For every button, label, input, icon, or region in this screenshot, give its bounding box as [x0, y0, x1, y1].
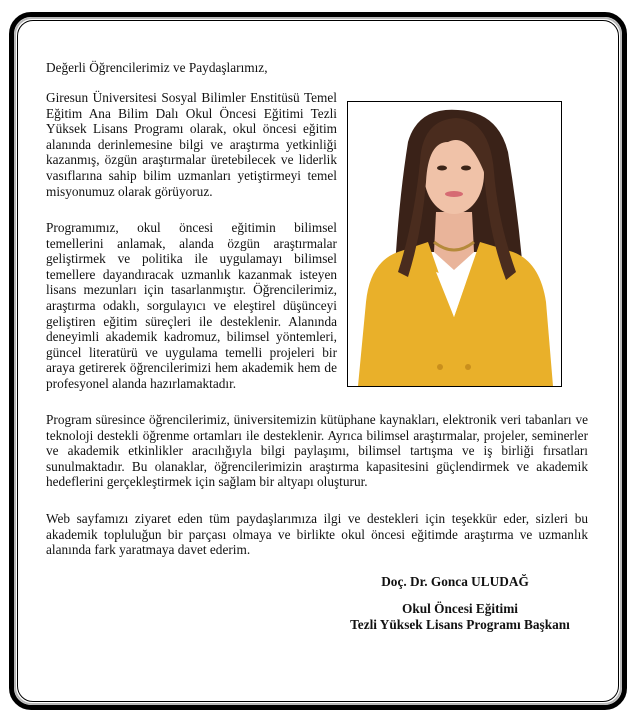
portrait-photo: [347, 101, 562, 387]
eye-left: [437, 166, 447, 171]
greeting: Değerli Öğrencilerimiz ve Paydaşlarımız,: [46, 60, 268, 75]
signature-name: Doç. Dr. Gonca ULUDAĞ: [381, 574, 529, 589]
paragraph-resources: Program süresince öğrencilerimiz, üniversitemizin kütüphane kaynakları, elektronik veri tabanları ve teknoloji destekli öğrenme ortamları ile desteklenir. Ayrıca bilimsel araştırmalar, projeler, seminerler ve akademik etkinlikler aracılığıyla bilgi paylaşımı, bilimsel tartışma ve iş birliği fırsatları sunulmaktadır. Bu olanaklar, öğrencilerimizin araştırma kapasitesini güçlendirmek ve akademik hedeflerini gerçekleştirmek için sağlam bir altyapı oluşturur.: [46, 412, 588, 490]
signature-title-line1: Okul Öncesi Eğitimi: [402, 601, 518, 616]
lips: [445, 191, 463, 197]
paragraph-mission: Giresun Üniversitesi Sosyal Bilimler Enstitüsü Temel Eğitim Ana Bilim Dalı Okul Öncesi Eğitimi Tezli Yüksek Lisans Programı olarak, okul öncesi eğitim alanında derinlemesine bilgi ve araştırma yetkinliği kazanmış, özgün araştırmalar üretebilecek ve liderlik vasıflarına sahip bilim uzmanları yetiştirmeyi temel misyonumuz olarak görüyoruz.: [46, 90, 337, 199]
paragraph-closing: Web sayfamızı ziyaret eden tüm paydaşlarımıza ilgi ve destekleri için teşekkür eder, sizleri bu akademik topluluğun bir parçası olmaya ve birlikte okul öncesi eğitimde araştırma ve uzmanlık alanında fark yaratmaya davet ederim.: [46, 511, 588, 558]
portrait-illustration: [348, 102, 561, 386]
jacket-button: [465, 364, 471, 370]
signature-title-line2: Tezli Yüksek Lisans Programı Başkanı: [350, 617, 570, 632]
jacket-button: [437, 364, 443, 370]
paragraph-program: Programımız, okul öncesi eğitimin bilimsel temellerini anlamak, alanda özgün araştırmalar geliştirmek ve politika ile uygulamayı bilimsel temellere dayandıracak uzmanlık kazanmak isteyen lisans mezunları için tasarlanmıştır. Öğrencilerimiz, araştırma odaklı, sorgulayıcı ve eleştirel düşünceyi geliştiren eğitim süreçleri ile desteklenir. Alanında deneyimli akademik kadromuz, bilimsel yöntemleri, güncel literatürü ve uygulama temelli projeleri bir araya getirerek öğrencilerimizi hem akademik hem de profesyonel alanda hazırlamaktadır.: [46, 220, 337, 391]
eye-right: [461, 166, 471, 171]
